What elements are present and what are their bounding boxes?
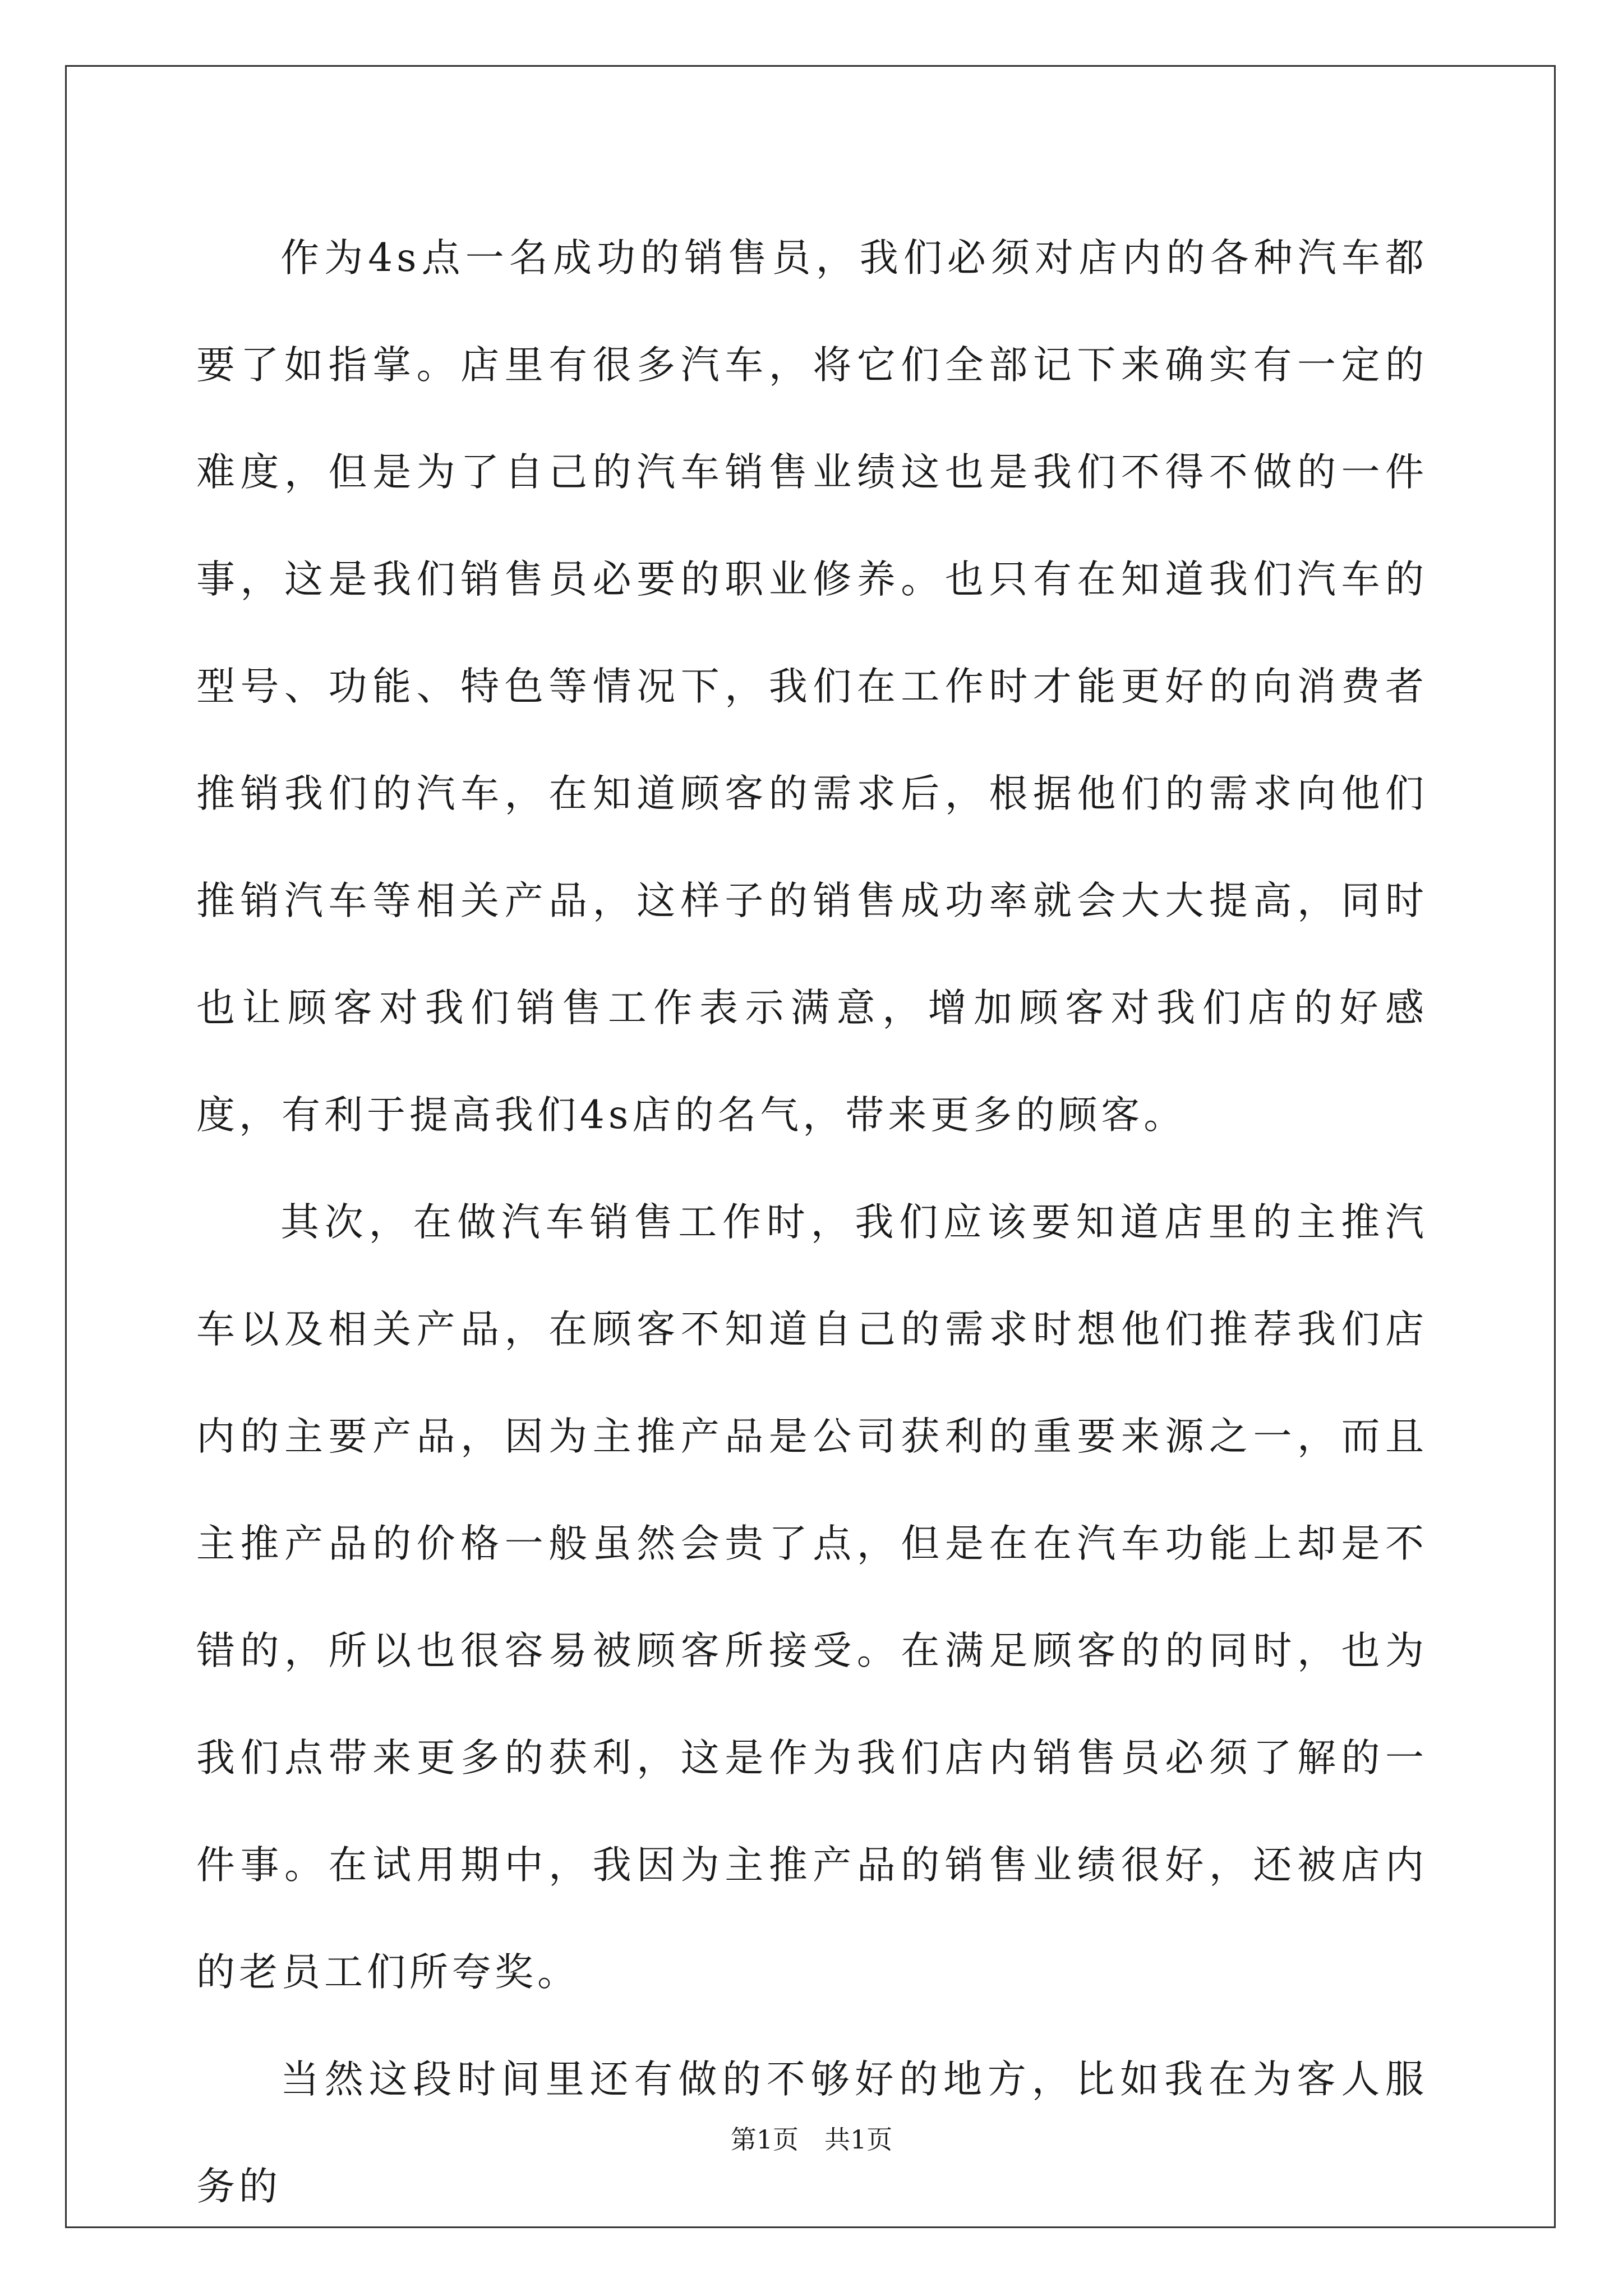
paragraph-1: 作为4s点一名成功的销售员，我们必须对店内的各种汽车都要了如指掌。店里有很多汽车，将它们全部记下来确实有一定的难度，但是为了自己的汽车销售业绩这也是我们不得不做的一件事，这是我们销售员必要的职业修养。也只有在知道我们汽车的型号、功能、特色等情况下，我们在工作时才能更好的向消费者推销我们的汽车，在知道顾客的需求后，根据他们的需求向他们推销汽车等相关产品，这样子的销售成功率就会大大提高，同时也让顾客对我们销售工作表示满意，增加顾客对我们店的好感度，有利于提高我们4s店的名气，带来更多的顾客。 bbox=[196, 236, 1428, 1138]
document-body bbox=[196, 205, 1428, 2240]
page-number-footer: 第1页 共1页 bbox=[730, 2124, 893, 2155]
paragraph-2: 其次，在做汽车销售工作时，我们应该要知道店里的主推汽车以及相关产品，在顾客不知道自己的需求时想他们推荐我们店内的主要产品，因为主推产品是公司获利的重要来源之一，而且主推产品的价格一般虽然会贵了点，但是在在汽车功能上却是不错的，所以也很容易被顾客所接受。在满足顾客的的同时，也为我们点带来更多的获利，这是作为我们店内销售员必须了解的一件事。在试用期中，我因为主推产品的销售业绩很好，还被店内的老员工们所夸奖。 bbox=[196, 1200, 1428, 1995]
paragraph-3: 当然这段时间里还有做的不够好的地方，比如我在为客人服务的 bbox=[196, 2057, 1428, 2209]
